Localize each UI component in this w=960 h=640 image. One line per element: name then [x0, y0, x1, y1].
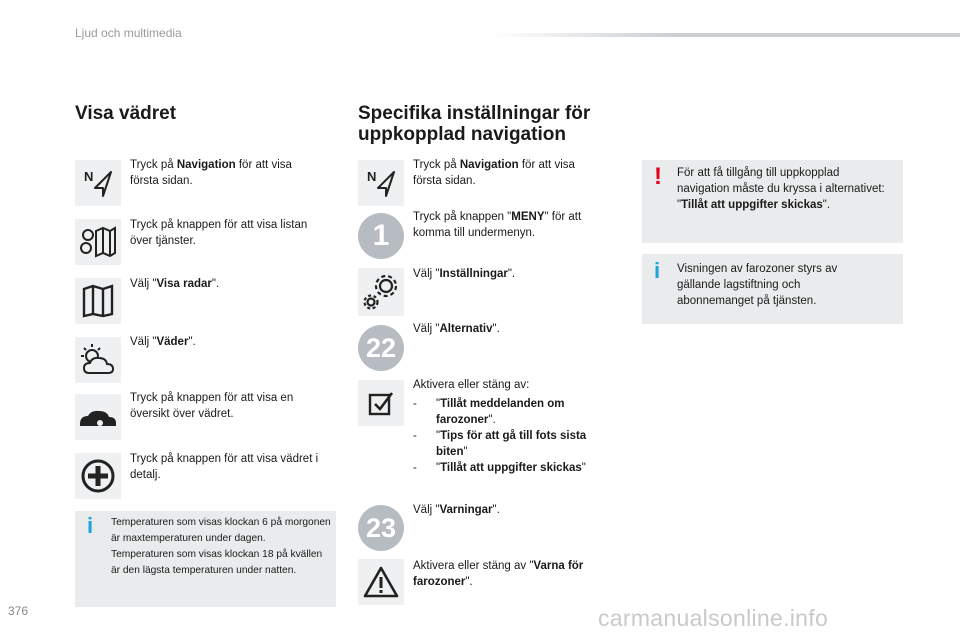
left-step-navigation: Tryck på Navigation för att visa första sidan. [130, 159, 292, 187]
middle-title-line2: uppkopplad navigation [358, 124, 566, 145]
checkbox-icon [358, 380, 404, 426]
danger-triangle-icon [358, 559, 404, 605]
navigation-icon [358, 160, 404, 206]
middle-title [358, 103, 590, 145]
step-number-badge: 1 [358, 213, 404, 259]
toggle-intro: Aktivera eller stäng av: [413, 379, 530, 391]
right-info-text: Visningen av farozoner styrs av gällande lagstiftning och abonnemanget på tjänsten. [677, 263, 838, 307]
settings-gear-icon [358, 268, 404, 316]
warning-note-text: För att få tillgång till uppkopplad navigation måste du kryssa i alternativet: "Tillåt att uppgifter skickas". [677, 167, 885, 211]
watermark: carmanualsonline.info [598, 605, 829, 631]
list-item: - "Tips för att gå till fots sista biten" [413, 430, 587, 458]
page-number: 376 [8, 604, 29, 618]
left-step-services: Tryck på knappen för att visa listan över tjänster. [130, 219, 308, 247]
svg-text:N: N [367, 169, 377, 184]
info-icon: i [87, 513, 94, 538]
left-step-detail: Tryck på knappen för att visa vädret i detalj. [130, 453, 319, 481]
left-step-weather: Välj "Väder". [130, 336, 196, 348]
plus-detail-icon [75, 453, 121, 499]
svg-text:N: N [84, 169, 94, 184]
step-number-badge: 22 [358, 325, 404, 371]
list-item: - "Tillåt meddelanden om farozoner". [413, 398, 565, 426]
left-title: Visa vädret [75, 103, 177, 124]
weather-icon [75, 337, 121, 383]
left-step-overview: Tryck på knappen för att visa en översikt över vädret. [130, 392, 294, 420]
middle-step-settings: Välj "Inställningar". [413, 268, 516, 280]
middle-step-navigation: Tryck på Navigation för att visa första sidan. [413, 159, 575, 187]
left-info-text: Temperaturen som visas klockan 6 på morgonen är maxtemperaturen under dagen. Temperaturen som visas klockan 18 på kvällen är den lägsta temperaturen under natten. [111, 517, 331, 576]
section-header: Ljud och multimedia [75, 26, 182, 40]
middle-step-options: Välj "Alternativ". [413, 323, 500, 335]
weather-overview-icon [75, 394, 121, 440]
middle-step-warnings: Välj "Varningar". [413, 504, 500, 516]
step-number-badge: 23 [358, 505, 404, 551]
navigation-icon [75, 160, 121, 206]
map-radar-icon [75, 278, 121, 324]
middle-title-line1: Specifika inställningar för [358, 103, 591, 124]
list-item: - "Tillåt att uppgifter skickas" [413, 462, 586, 474]
middle-step-danger: Aktivera eller stäng av "Varna för farozoner". [413, 560, 584, 588]
info-icon: i [654, 258, 661, 283]
services-list-icon [75, 219, 121, 265]
header-divider [490, 33, 960, 37]
middle-step-menu: Tryck på knappen "MENY" för att komma till undermenyn. [413, 211, 582, 239]
warning-exclamation-icon: ! [654, 163, 662, 190]
left-step-radar: Välj "Visa radar". [130, 278, 220, 290]
toggle-list [413, 396, 608, 476]
